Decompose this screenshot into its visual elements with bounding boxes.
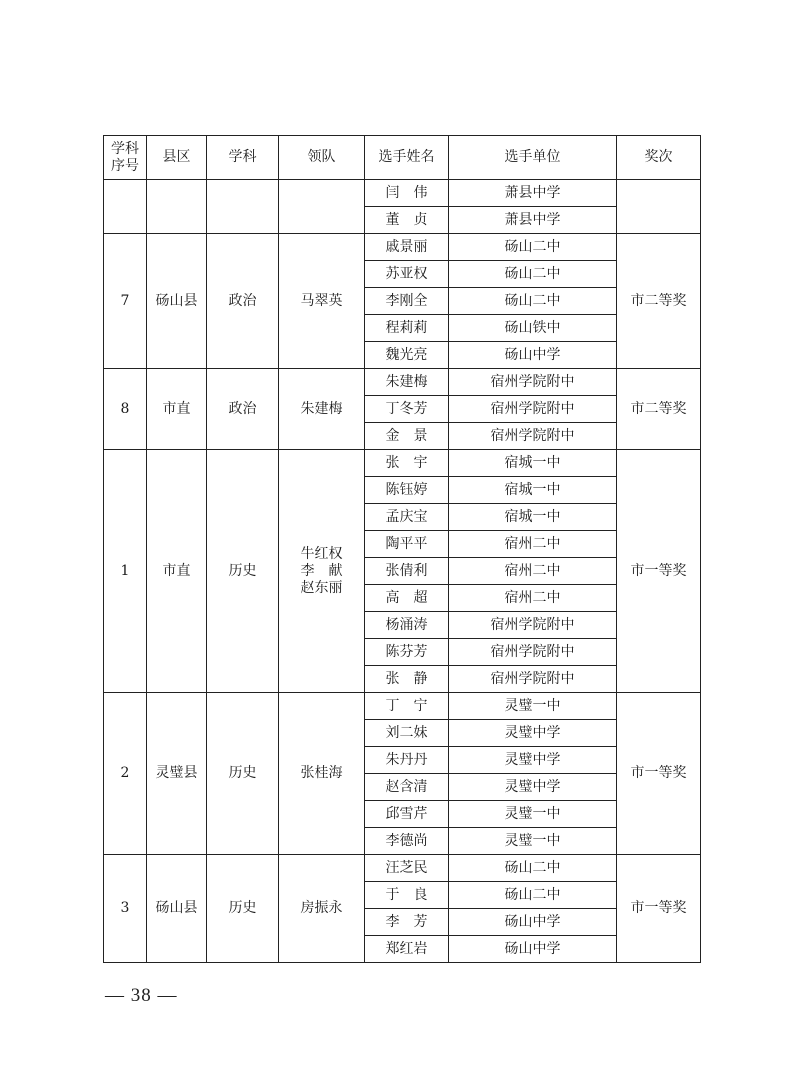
- group-award: 市二等奖: [617, 369, 701, 450]
- header-leader: 领队: [279, 136, 365, 180]
- player-name: 汪芝民: [365, 855, 449, 882]
- group-award: 市二等奖: [617, 234, 701, 369]
- leader-name: 马翠英: [300, 292, 343, 309]
- group-subject: 历史: [207, 855, 279, 963]
- player-name: 丁冬芳: [365, 396, 449, 423]
- player-unit: 灵璧中学: [449, 747, 617, 774]
- leader-name: 李 献: [300, 562, 343, 579]
- leader-name: 牛红权: [300, 545, 343, 562]
- header-seq: 学科 序号: [104, 136, 147, 180]
- player-name: 金 景: [365, 423, 449, 450]
- table-row: [104, 855, 701, 882]
- page-number: — 38 —: [105, 985, 178, 1006]
- group-award: [617, 180, 701, 234]
- player-unit: 灵璧一中: [449, 693, 617, 720]
- leader-name: 赵东丽: [300, 579, 343, 596]
- group-leaders: [279, 234, 365, 369]
- player-name: 杨涌涛: [365, 612, 449, 639]
- player-name: 魏光亮: [365, 342, 449, 369]
- player-unit: 灵璧一中: [449, 828, 617, 855]
- player-unit: 宿州学院附中: [449, 423, 617, 450]
- player-unit: 宿城一中: [449, 504, 617, 531]
- group-leaders: [279, 180, 365, 234]
- table-body: [104, 180, 701, 963]
- player-unit: 砀山二中: [449, 261, 617, 288]
- player-unit: 萧县中学: [449, 180, 617, 207]
- group-county: 砀山县: [147, 855, 207, 963]
- group-seq: 8: [104, 369, 147, 450]
- group-county: [147, 180, 207, 234]
- player-name: 郑红岩: [365, 936, 449, 963]
- group-subject: 历史: [207, 450, 279, 693]
- player-unit: 砀山铁中: [449, 315, 617, 342]
- player-unit: 砀山二中: [449, 855, 617, 882]
- header-player: 选手姓名: [365, 136, 449, 180]
- player-unit: 宿州二中: [449, 585, 617, 612]
- player-name: 陶平平: [365, 531, 449, 558]
- table-row: [104, 450, 701, 477]
- player-name: 孟庆宝: [365, 504, 449, 531]
- player-unit: 灵璧中学: [449, 774, 617, 801]
- player-name: 李 芳: [365, 909, 449, 936]
- header-unit: 选手单位: [449, 136, 617, 180]
- player-name: 邱雪芹: [365, 801, 449, 828]
- player-name: 张 静: [365, 666, 449, 693]
- player-name: 丁 宁: [365, 693, 449, 720]
- player-unit: 萧县中学: [449, 207, 617, 234]
- group-award: 市一等奖: [617, 693, 701, 855]
- group-leaders: [279, 855, 365, 963]
- header-county: 县区: [147, 136, 207, 180]
- header-row: [104, 136, 701, 180]
- player-name: 张 宇: [365, 450, 449, 477]
- player-unit: 宿州学院附中: [449, 396, 617, 423]
- player-unit: 宿州二中: [449, 558, 617, 585]
- group-seq: 3: [104, 855, 147, 963]
- player-name: 高 超: [365, 585, 449, 612]
- player-name: 陈芬芳: [365, 639, 449, 666]
- player-unit: 砀山中学: [449, 342, 617, 369]
- leader-name: 张桂海: [300, 765, 343, 781]
- table-row: [104, 369, 701, 396]
- player-unit: 宿州二中: [449, 531, 617, 558]
- group-leaders: [279, 450, 365, 693]
- group-county: 市直: [147, 369, 207, 450]
- player-unit: 灵璧一中: [449, 801, 617, 828]
- player-unit: 宿城一中: [449, 450, 617, 477]
- player-name: 李德尚: [365, 828, 449, 855]
- player-name: 刘二妹: [365, 720, 449, 747]
- award-table: [103, 135, 701, 963]
- group-award: 市一等奖: [617, 855, 701, 963]
- player-unit: 宿城一中: [449, 477, 617, 504]
- leader-name: 朱建梅: [300, 400, 343, 417]
- group-county: 灵璧县: [147, 693, 207, 855]
- group-seq: 1: [104, 450, 147, 693]
- player-name: 董 贞: [365, 207, 449, 234]
- group-county: 市直: [147, 450, 207, 693]
- group-subject: 政治: [207, 369, 279, 450]
- table-row: [104, 693, 701, 720]
- player-name: 戚景丽: [365, 234, 449, 261]
- player-unit: 宿州学院附中: [449, 639, 617, 666]
- group-subject: 政治: [207, 234, 279, 369]
- player-unit: 灵璧中学: [449, 720, 617, 747]
- player-name: 李刚全: [365, 288, 449, 315]
- header-award: 奖次: [617, 136, 701, 180]
- player-name: 于 良: [365, 882, 449, 909]
- player-name: 张倩利: [365, 558, 449, 585]
- group-seq: 7: [104, 234, 147, 369]
- header-subject: 学科: [207, 136, 279, 180]
- player-unit: 砀山二中: [449, 882, 617, 909]
- leader-name: 房振永: [300, 900, 343, 916]
- player-name: 程莉莉: [365, 315, 449, 342]
- group-leaders: [279, 369, 365, 450]
- player-name: 苏亚权: [365, 261, 449, 288]
- player-name: 闫 伟: [365, 180, 449, 207]
- player-name: 朱建梅: [365, 369, 449, 396]
- group-subject: 历史: [207, 693, 279, 855]
- player-unit: 宿州学院附中: [449, 369, 617, 396]
- group-award: 市一等奖: [617, 450, 701, 693]
- player-name: 朱丹丹: [365, 747, 449, 774]
- player-unit: 砀山二中: [449, 234, 617, 261]
- player-name: 赵含清: [365, 774, 449, 801]
- group-leaders: [279, 693, 365, 855]
- group-seq: 2: [104, 693, 147, 855]
- group-subject: [207, 180, 279, 234]
- player-unit: 宿州学院附中: [449, 666, 617, 693]
- table-row: [104, 180, 701, 207]
- table-row: [104, 234, 701, 261]
- group-county: 砀山县: [147, 234, 207, 369]
- player-unit: 砀山中学: [449, 909, 617, 936]
- player-name: 陈钰婷: [365, 477, 449, 504]
- player-unit: 砀山二中: [449, 288, 617, 315]
- player-unit: 砀山中学: [449, 936, 617, 963]
- group-seq: [104, 180, 147, 234]
- player-unit: 宿州学院附中: [449, 612, 617, 639]
